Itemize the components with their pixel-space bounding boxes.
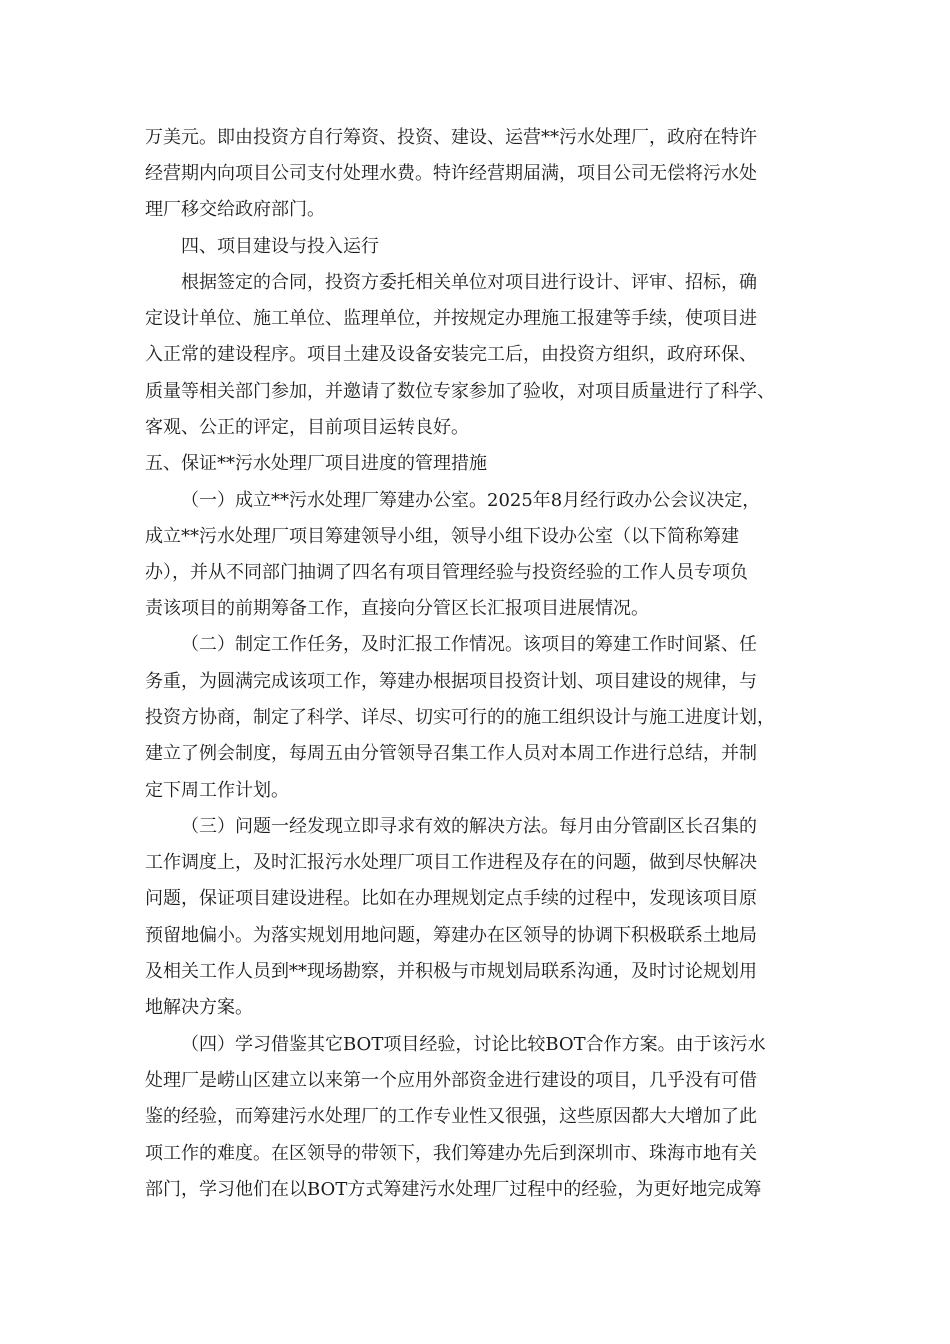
text-line: 质量等相关部门参加，并邀请了数位专家参加了验收，对项目质量进行了科学、 [145,381,775,402]
text-line: 及相关工作人员到**现场勘察，并积极与市规划局联系沟通，及时讨论规划用 [145,961,757,982]
text-line: 办），并从不同部门抽调了四名有项目管理经验与投资经验的工作人员专项负 [145,562,748,583]
section-heading: 五、保证**污水处理厂项目进度的管理措施 [145,453,487,474]
text-line: 处理厂是崂山区建立以来第一个应用外部资金进行建设的项目，几乎没有可借 [145,1070,757,1091]
text-line: 经营期内向项目公司支付处理水费。特许经营期届满，项目公司无偿将污水处 [145,163,757,184]
text-line: 理厂移交给政府部门。 [145,199,325,220]
text-line: （一）成立**污水处理厂筹建办公室。2025年8月经行政办公会议决定， [181,490,761,511]
text-line: 定设计单位、施工单位、监理单位，并按规定办理施工报建等手续，使项目进 [145,308,757,329]
text-line: 客观、公正的评定，目前项目运转良好。 [145,417,469,438]
text-line: 投资方协商，制定了科学、详尽、切实可行的的施工组织设计与施工进度计划， [145,707,775,728]
text-line: （四）学习借鉴其它BOT项目经验，讨论比较BOT合作方案。由于该污水 [181,1034,766,1055]
text-line: 鉴的经验，而筹建污水处理厂的工作专业性又很强，这些原因都大大增加了此 [145,1106,757,1127]
text-line: 入正常的建设程序。项目土建及设备安装完工后，由投资方组织，政府环保、 [145,344,757,365]
text-line: 建立了例会制度，每周五由分管领导召集工作人员对本周工作进行总结，并制 [145,743,757,764]
text-line: 成立**污水处理厂项目筹建领导小组，领导小组下设办公室（以下简称筹建 [145,526,739,547]
text-line: 定下周工作计划。 [145,780,289,801]
text-line: 部门，学习他们在以BOT方式筹建污水处理厂过程中的经验，为更好地完成筹 [145,1179,762,1200]
text-line: 地解决方案。 [145,997,253,1018]
text-line: （三）问题一经发现立即寻求有效的解决方法。每月由分管副区长召集的 [181,816,757,837]
text-line: 工作调度上，及时汇报污水处理厂项目工作进程及存在的问题，做到尽快解决 [145,852,757,873]
section-heading: 四、项目建设与投入运行 [181,236,379,257]
text-line: 项工作的难度。在区领导的带领下，我们筹建办先后到深圳市、珠海市地有关 [145,1143,757,1164]
text-line: 问题，保证项目建设进程。比如在办理规划定点手续的过程中，发现该项目原 [145,888,757,909]
text-line: 根据签定的合同，投资方委托相关单位对项目进行设计、评审、招标，确 [181,272,757,293]
text-line: 万美元。即由投资方自行筹资、投资、建设、运营**污水处理厂，政府在特许 [145,127,757,148]
text-line: 务重，为圆满完成该项工作，筹建办根据项目投资计划、项目建设的规律，与 [145,671,757,692]
text-line: 预留地偏小。为落实规划用地问题，筹建办在区领导的协调下积极联系土地局 [145,925,757,946]
text-line: （二）制定工作任务，及时汇报工作情况。该项目的筹建工作时间紧、任 [181,634,757,655]
text-line: 责该项目的前期筹备工作，直接向分管区长汇报项目进展情况。 [145,598,649,619]
